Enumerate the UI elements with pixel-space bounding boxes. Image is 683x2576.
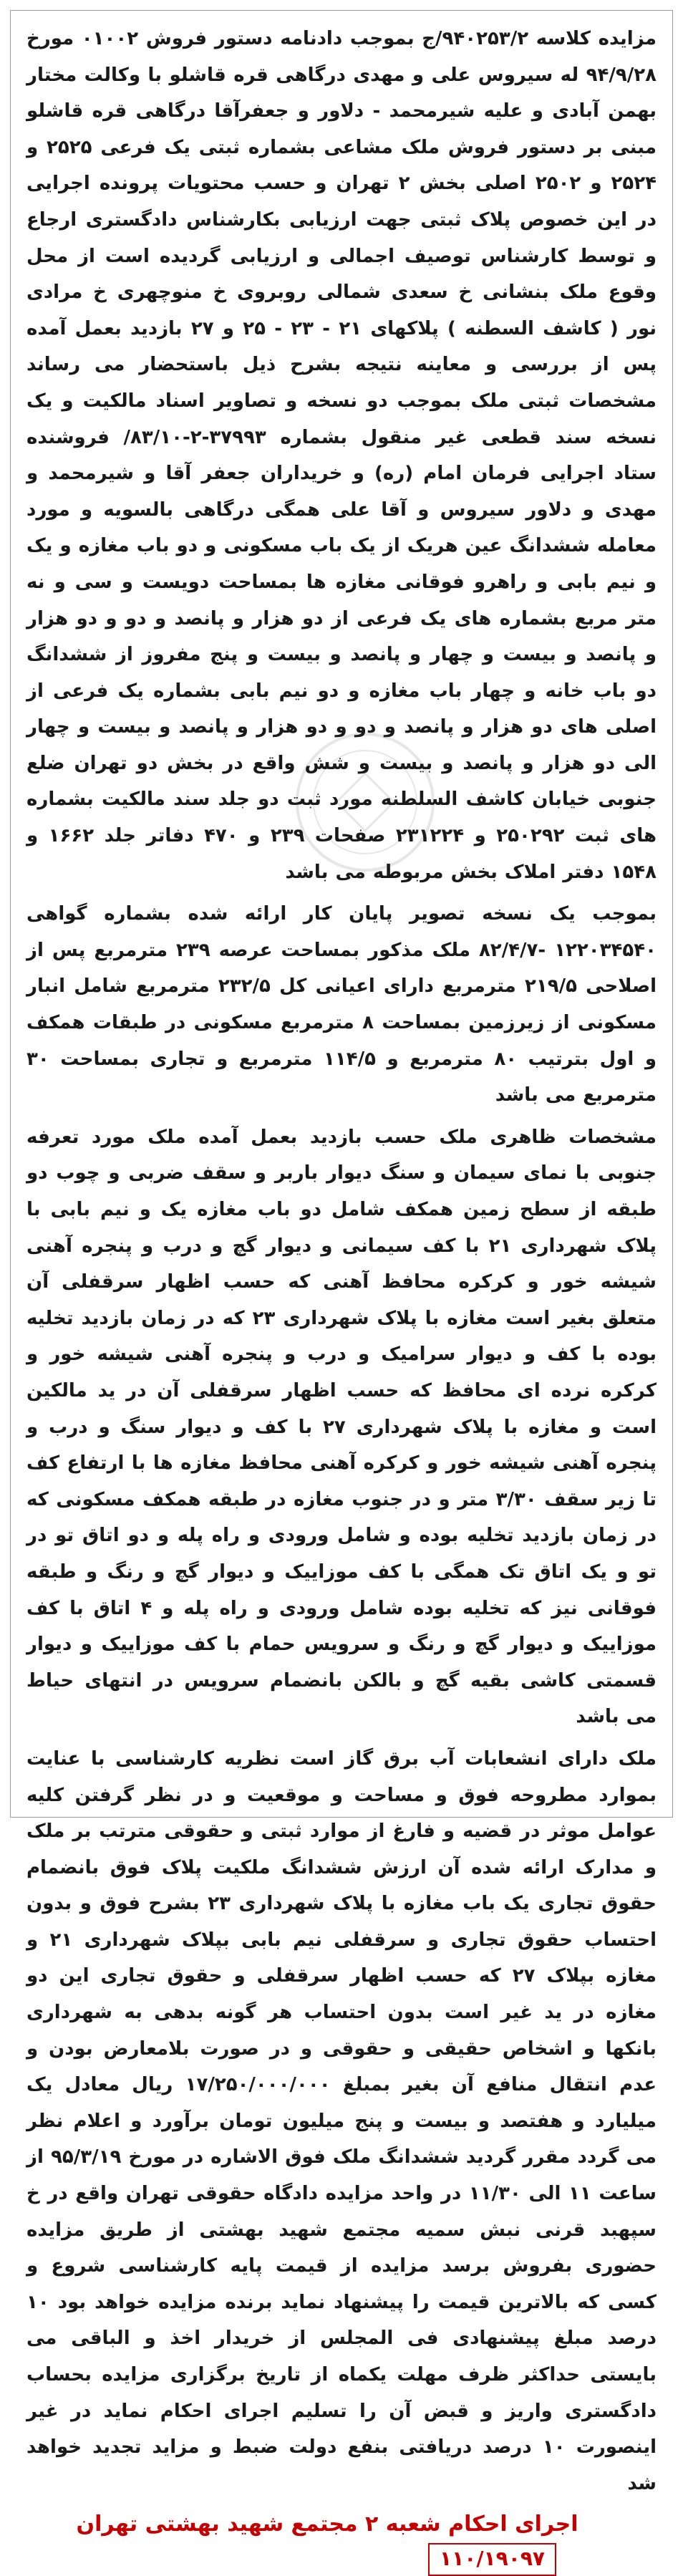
issuing-authority: اجرای احکام شعبه ۲ مجتمع شهید بهشتی تهران — [76, 2512, 578, 2537]
notice-footer — [26, 2509, 657, 2576]
reference-row — [26, 2543, 657, 2576]
auction-notice — [10, 10, 673, 2571]
physical-description-paragraph: مشخصات ظاهری ملک حسب بازدید بعمل آمده ملک مورد تعرفه جنوبی با نمای سیمان و سنگ دیوار باربر و سقف ضربی و چوب دو طبقه از سطح زمین همکف شامل دو باب مغازه یک و نیم بابی با پلاک شهرداری ۲۱ با کف سیمانی و دیوار گچ و درب و پنجره آهنی شیشه خور و کرکره محافظ آهنی که حسب اظهار سرقفلی آن متعلق بغیر است مغازه با پلاک شهرداری ۲۳ که در زمان بازدید تخلیه بوده با کف و دیوار سرامیک و درب و پنجره آهنی شیشه خور و کرکره نرده ای محافظ که حسب اظهار سرقفلی آن در ید مالکین است و مغازه با پلاک شهرداری ۲۷ با کف و دیوار سنگ و درب و پنجره آهنی شیشه خور و کرکره آهنی محافظ مغازه ها با ارتفاع کف تا زیر سقف ۳/۳۰ متر و در جنوب مغازه در طبقه همکف مسکونی که در زمان بازدید تخلیه بوده و شامل ورودی و راه پله و دو اتاق تو در تو و یک اتاق تک همگی با کف موزاییک و دیوار گچ و رنگ و طبقه فوقانی نیز که تخلیه بوده شامل ورودی و راه پله و ۴ اتاق با کف موزاییک و دیوار گچ و رنگ و سرویس حمام با کف موزاییک و دیوار قسمتی کاشی بقیه گچ و بالکن بانضمام سرویس در انتهای حیاط می باشد — [26, 1126, 657, 1728]
case-and-property-registration-paragraph: مزایده کلاسه ۹۴۰۲۵۳/۲/ج بموجب دادنامه دستور فروش ۰۱۰۰۲ مورخ ۹۴/۹/۲۸ له سیروس علی و مهدی درگاهی قره قاشلو با وکالت مختار بهمن آبادی و علیه شیرمحمد - دلاور و جعفرآقا درگاهی قره قاشلو مبنی بر دستور فروش ملک مشاعی بشماره ثبتی یک فرعی ۲۵۲۵ و ۲۵۲۴ و ۲۵۰۲ اصلی بخش ۲ تهران و حسب محتویات پرونده اجرایی در این خصوص پلاک ثبتی جهت ارزیابی بکارشناس دادگستری ارجاع و توسط کارشناس توصیف اجمالی و ارزیابی گردیده است از محل وقوع ملک بنشانی خ سعدی شمالی روبروی خ منوچهری خ مرادی نور ( کاشف السطنه ) پلاکهای ۲۱ - ۲۳ - ۲۵ و ۲۷ بازدید بعمل آمده پس از بررسی و معاینه نتیجه بشرح ذیل باستحضار می رساند مشخصات ثبتی ملک بموجب دو نسخه و تصاویر اسناد مالکیت و یک نسخه سند قطعی غیر منقول بشماره ۳۷۹۹۳-۲-۸۳/۱۰/ فروشنده ستاد اجرایی فرمان امام (ره) و خریداران جعفر آقا و شیرمحمد و مهدی و دلاور سیروس و آقا علی همگی درگاهی بالسویه و مورد معامله ششدانگ عین هریک از یک باب مسکونی و دو باب مغازه و یک و نیم بابی و راهرو فوقانی مغازه ها بمساحت دویست و سی و نه متر مربع بشماره های یک فرعی از دو هزار و پانصد و دو و دو هزار و پانصد و بیست و چهار و پانصد و بیست و پنج مفروز از ششدانگ دو باب خانه و چهار باب مغازه و دو نیم بابی بشماره یک فرعی از اصلی های دو هزار و پانصد و دو و دو هزار و پانصد و بیست و چهار الی دو هزار و پانصد و بیست و شش واقع در بخش دو تهران ضلع جنوبی خیابان کاشف السلطنه مورد ثبت دو جلد سند مالکیت بشماره های ثبت ۲۵۰۲۹۲ و ۲۳۱۲۲۴ صفحات ۲۳۹ و ۴۷۰ دفاتر جلد ۱۶۶۲ و ۱۵۴۸ دفتر املاک بخش مربوطه می باشد — [26, 28, 657, 883]
completion-certificate-paragraph: بموجب یک نسخه تصویر پایان کار ارائه شده بشماره گواهی ۱۲۲۰۳۴۵۴۰ -۸۲/۴/۷ ملک مذکور بمساحت عرصه ۲۳۹ مترمربع پس از اصلاحی ۲۱۹/۵ مترمربع دارای اعیانی کل ۲۳۲/۵ مترمربع شامل انبار مسکونی از زیرزمین بمساحت ۸ مترمربع مسکونی در طبقات همکف و اول بترتیب ۸۰ مترمربع و ۱۱۴/۵ مترمربع و تجاری بمساحت ۳۰ مترمربع می باشد — [26, 903, 657, 1106]
valuation-and-auction-terms-paragraph: ملک دارای انشعابات آب برق گاز است نظریه کارشناسی با عنایت بموارد مطروحه فوق و مساحت و موقعیت و در نظر گرفتن کلیه عوامل موثر در قضیه و فارغ از موارد ثبتی و حقوقی مترتب بر ملک و مدارک ارائه شده آن ارزش ششدانگ ملکیت پلاک فوق بانضمام حقوق تجاری یک باب مغازه با پلاک شهرداری ۲۳ بشرح فوق و بدون احتساب حقوق تجاری و سرقفلی نیم بابی بپلاک شهرداری ۲۱ و مغازه بپلاک ۲۷ که حسب اظهار سرقفلی و حقوق تجاری این دو مغازه در ید غیر است بدون احتساب هر گونه بدهی به شهرداری بانکها و اشخاص حقیقی و حقوقی و در صورت بلامعارض بودن و عدم انتقال منافع آن بغیر بمبلغ ۱۷/۲۵۰/۰۰۰/۰۰۰ ریال معادل یک میلیارد و هفتصد و بیست و پنج میلیون تومان برآورد و اعلام نظر می گردد مقرر گردید ششدانگ ملک فوق الاشاره در مورخ ۹۵/۳/۱۹ از ساعت ۱۱ الی ۱۱/۳۰ در واحد مزایده دادگاه حقوقی تهران واقع در خ سپهبد قرنی نبش سمیه مجتمع شهید بهشتی از طریق مزایده حضوری بفروش برسد مزایده از قیمت پایه کارشناسی شروع و کسی که بالاترین قیمت را پیشنهاد نماید برنده مزایده خواهد بود ۱۰ درصد مبلغ پیشنهادی فی المجلس از خریدار اخذ و الباقی می بایستی حداکثر ظرف مهلت یکماه از تاریخ برگزاری مزایده بحساب دادگستری واریز و قبض آن را تسلیم اجرای احکام نماید در غیر اینصورت ۱۰ درصد دریافتی بنفع دولت ضبط و مزاید تجدید خواهد شد — [26, 1747, 657, 2494]
reference-number: ۱۱۰/۱۹۰۹۷ — [428, 2543, 556, 2576]
